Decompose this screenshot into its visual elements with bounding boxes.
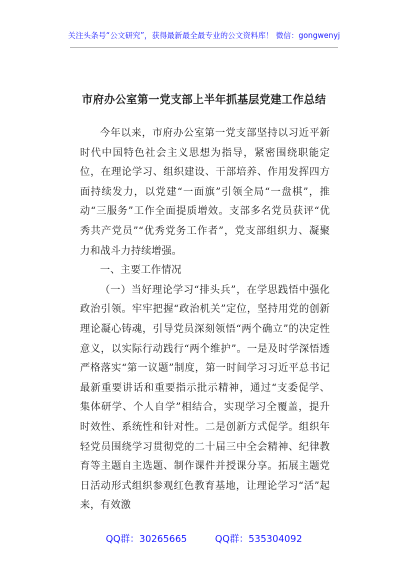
section-heading-main-work: 一、主要工作情况: [100, 265, 182, 277]
footer: [0, 532, 408, 548]
header-divider: [70, 47, 338, 48]
footer-qq-group-2: QQ群：535304092: [215, 534, 303, 545]
footer-qq-group-1: QQ群：30265665: [105, 534, 188, 545]
paragraph-theory-study: （一）当好理论学习“排头兵”，在学思践悟中强化政治引领。牢牢把握“政治机关”定位，坚持用党的创新理论凝心铸魂，引导党员深刻领悟“两个确立”的决定性意义，以实际行动践行“两个维护”。一是及时学深悟透严格落实“第一议题”制度，第一时间学习习近平总书记最新重要讲话和重要指示批示精神，通过“支委促学、集体研学、个人自学”相结合，实现学习全覆盖，提升时效性、系统性和针对性。二是创新方式促学。组织年轻党员围绕学习贯彻党的二十届三中全会精神、纪律教育等主题自主选题、制作课件并授课分享。拓展主题党日活动形式组织参观红色教育基地，让理论学习“活”起来，有效激: [80, 284, 330, 512]
header-banner: 关注头条号“公文研究”，获得最新最全最专业的公文资料库！ 微信：gongwenyj: [68, 31, 340, 40]
paragraph-intro: 今年以来，市府办公室第一党支部坚持以习近平新时代中国特色社会主义思想为指导，紧密围绕职能定位，在理论学习、组织建设、干部培养、作用发挥四方面持续发力，以党建“一面旗”引领全局“一盘棋”，推动“三服务”工作全面提质增效。支部多名党员获评“优秀共产党员”“优秀党务工作者”，党支部组织力、凝聚力和战斗力持续增强。: [80, 128, 330, 257]
document-title: 市府办公室第一党支部上半年抓基层党建工作总结: [81, 93, 327, 106]
document-body: [80, 124, 330, 516]
